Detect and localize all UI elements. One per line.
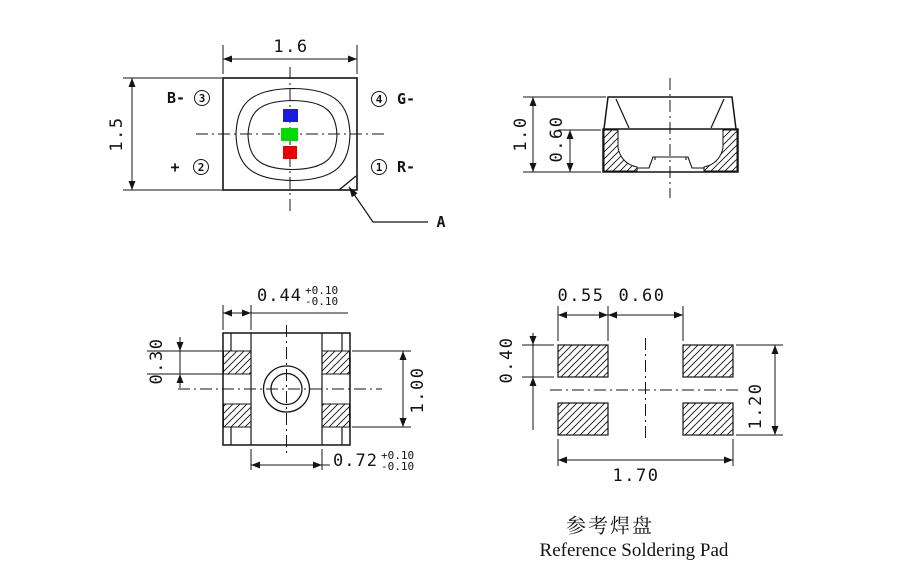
caption-chinese: 参考焊盘: [566, 515, 654, 538]
pin-number-1: [371, 159, 387, 175]
bottom-view-dim-center-width: [333, 450, 414, 472]
bottom-view-dim-lead-width-value: 0.44: [257, 286, 302, 306]
pin-label-red-cathode: R-: [396, 158, 416, 176]
pad-view-dim-top-lines: [558, 306, 683, 341]
pad-view: [522, 306, 783, 466]
pad-view-dim-vertical-span: 1.20: [746, 382, 766, 430]
bottom-view-dim-center-width-lines: [251, 449, 330, 470]
tolerance-plus: +0.10: [304, 284, 339, 297]
bottom-view-dim-center-width-value: 0.72: [333, 451, 378, 471]
pad-view-dim-pad-height: 0.40: [497, 336, 517, 384]
top-view-dim-width: 1.6: [273, 37, 309, 57]
blue-die: [283, 109, 298, 122]
pin-number-3: [194, 90, 210, 106]
pad-view-dim-pad-width: 0.55: [557, 286, 605, 306]
bottom-view-center-width-tolerance: [381, 450, 414, 472]
pin-number-1-text: 1: [375, 160, 383, 174]
pad-view-dim-pad-height-lines: [522, 333, 554, 430]
green-die: [281, 128, 298, 141]
pad-view-dim-gap: 0.60: [618, 286, 666, 306]
pin-label-green-cathode: G-: [396, 90, 416, 108]
top-view: [123, 45, 428, 222]
corner-mark-label: A: [436, 213, 446, 231]
bottom-view-outline: [223, 333, 350, 445]
pin-label-anode: +: [170, 158, 180, 176]
bottom-view-lead-width-tolerance: [305, 285, 338, 307]
pin-label-blue-cathode: B-: [166, 89, 186, 107]
side-view-left-lead: [604, 130, 637, 171]
corner-leader: [349, 187, 428, 222]
side-view-dim-total-height: 1.0: [511, 116, 531, 152]
side-view-right-lead: [704, 130, 737, 171]
bottom-view-dim-lead-width-lines: [223, 305, 348, 330]
pin-number-3-text: 3: [198, 91, 206, 105]
pin-number-4: [371, 91, 387, 107]
bottom-view: [147, 305, 411, 470]
pin-number-2-text: 2: [197, 160, 205, 174]
side-view-dim-body-height: 0.60: [547, 115, 567, 163]
pin-number-4-text: 4: [375, 92, 383, 106]
bottom-view-dim-lead-height: 0.30: [147, 337, 167, 385]
pin-number-2: [193, 159, 209, 175]
tolerance-minus: -0.10: [304, 295, 339, 308]
pad-view-dim-total-width: 1.70: [612, 466, 660, 486]
caption-english: Reference Soldering Pad: [539, 540, 729, 561]
bottom-view-dim-lead-width: [257, 285, 338, 307]
top-view-dim-height: 1.5: [107, 116, 127, 152]
bottom-view-dim-pad-span: 1.00: [408, 366, 428, 414]
red-die: [283, 146, 297, 159]
tolerance-minus: -0.10: [380, 460, 415, 473]
tolerance-plus: +0.10: [380, 449, 415, 462]
pad-view-dim-total-width-lines: [558, 439, 733, 466]
